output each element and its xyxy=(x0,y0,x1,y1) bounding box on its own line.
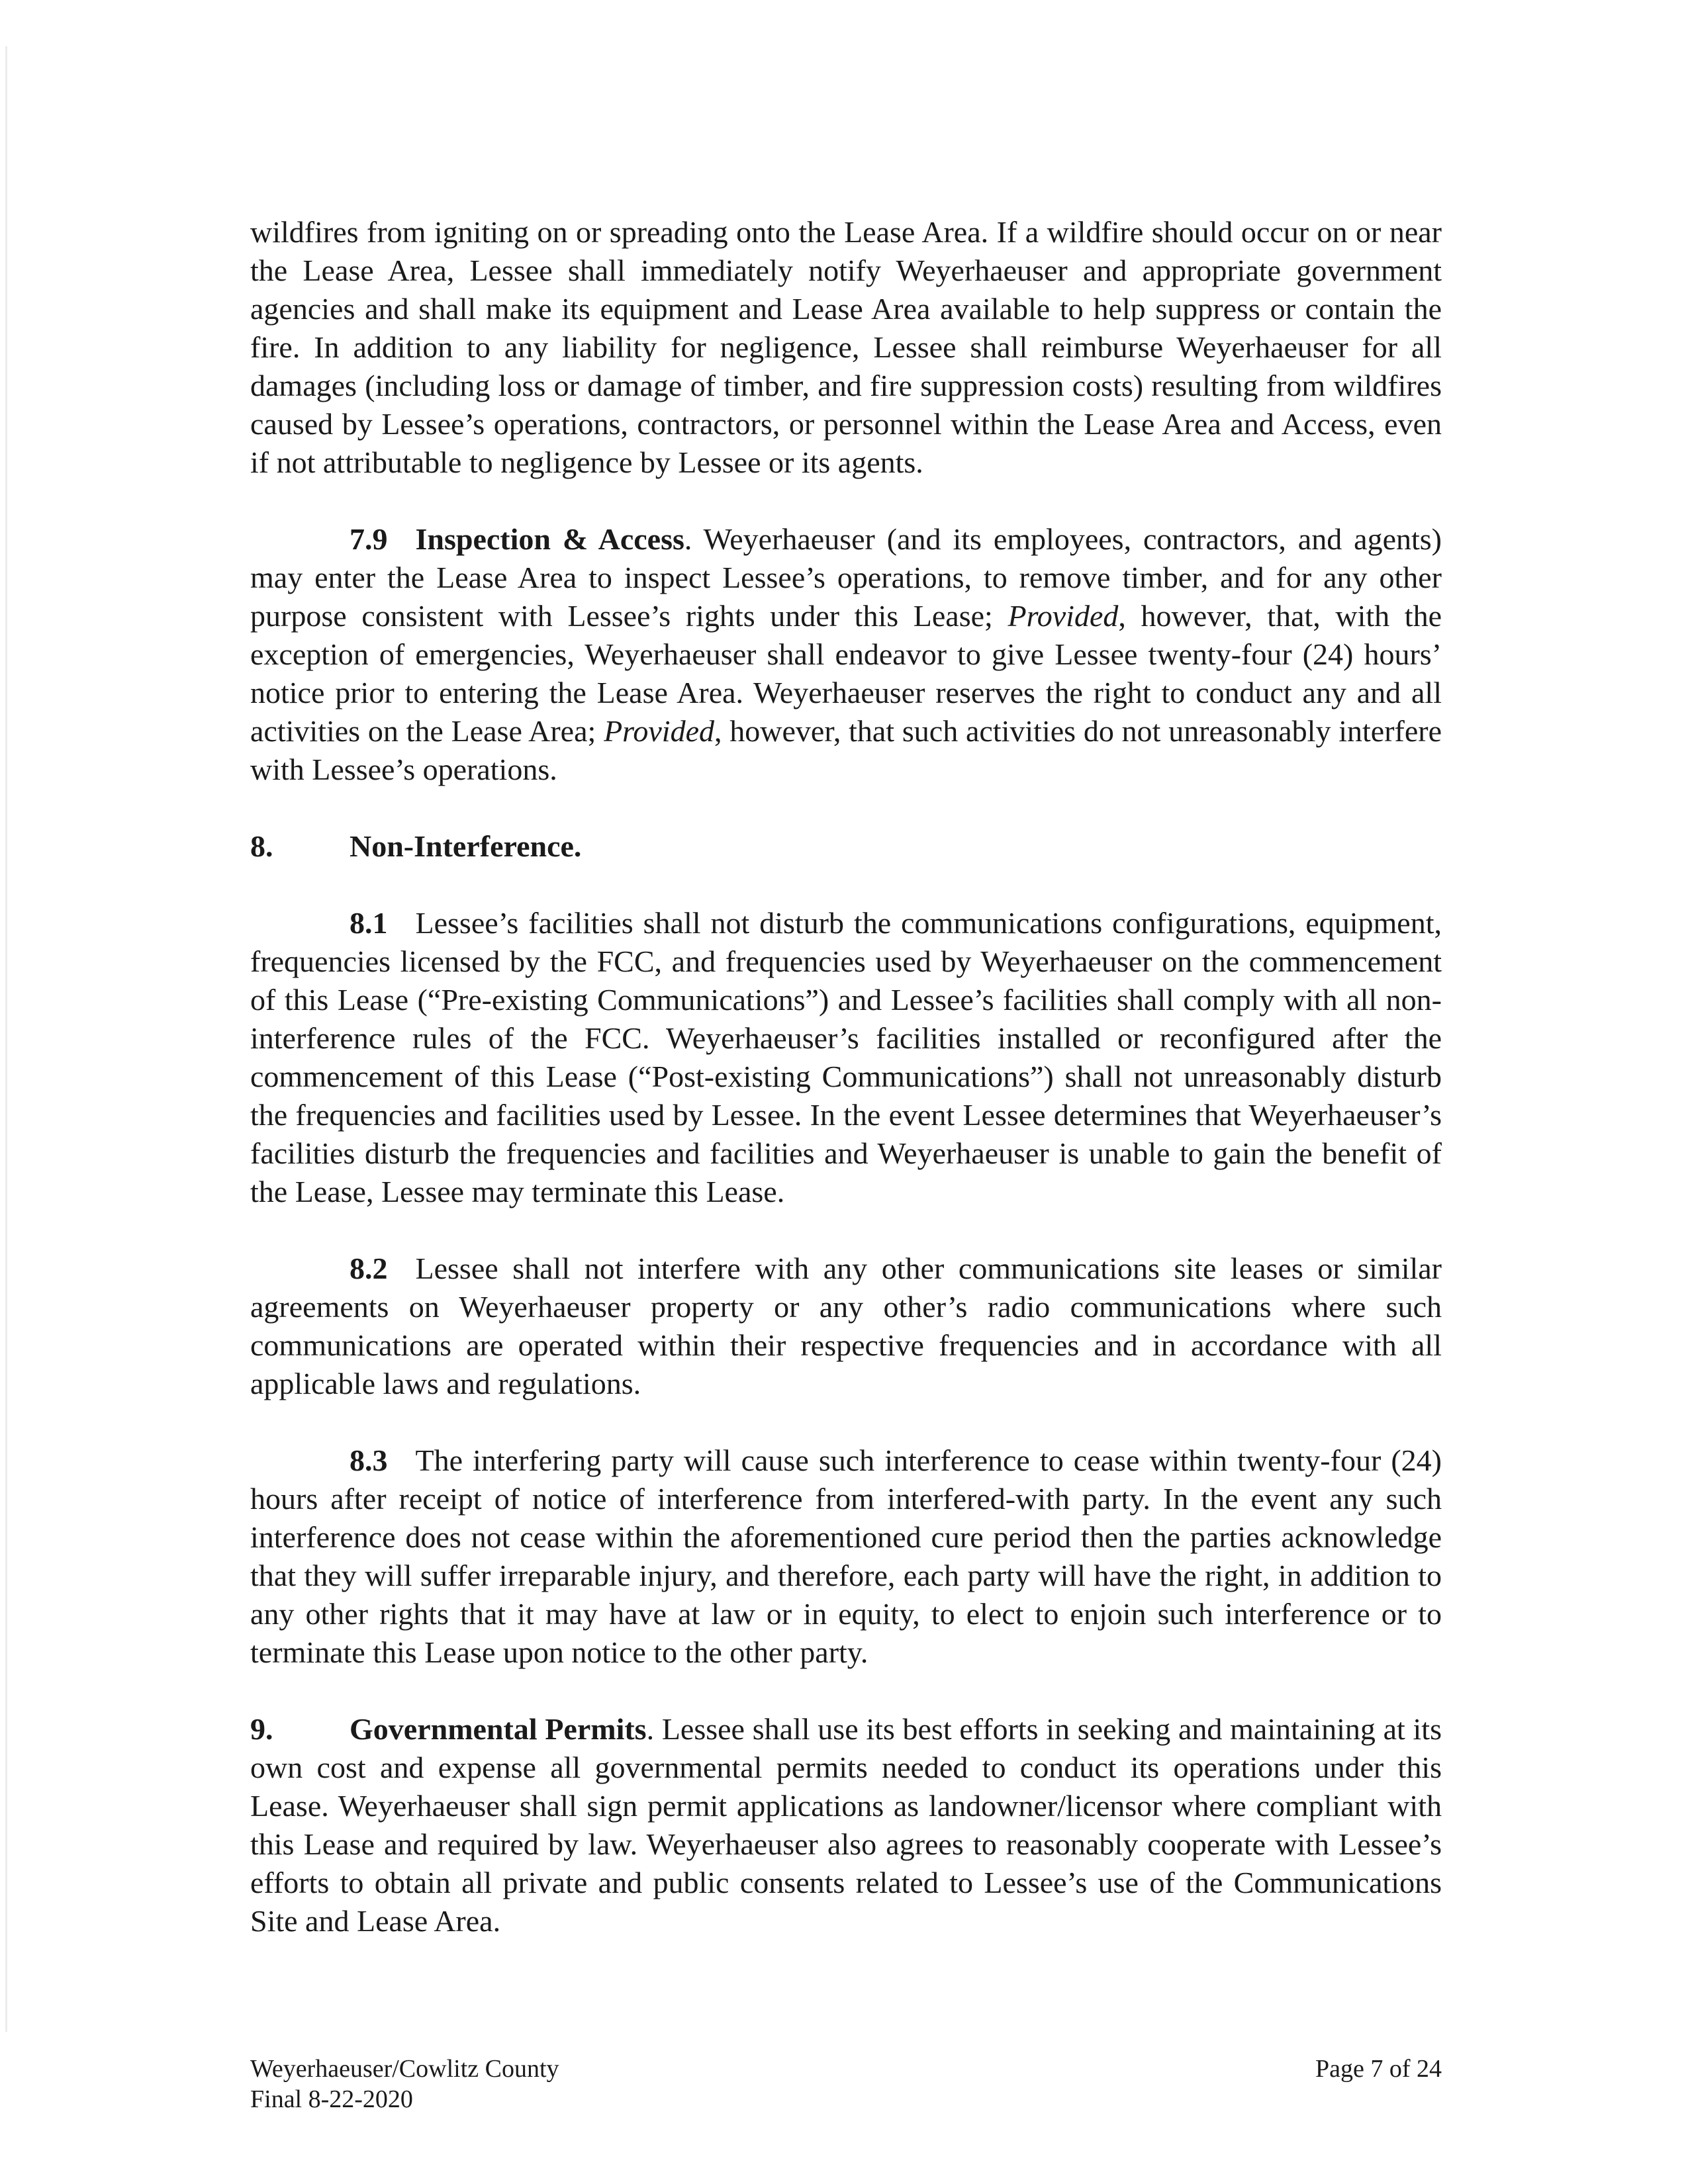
section-text: . Lessee shall use its best efforts in seeking and maintaining at its own cost and expense all governmental permits needed to conduct its operations under this Lease. Weyerhaeuser shall sign permit applications as landowner/licensor where compliant with this Lease and required by law. Weyerhaeuser also agrees to reasonably cooperate with Lessee’s efforts to obtain all private and public consents related to Lessee’s use of the Communications Site and Lease Area. xyxy=(250,1712,1442,1938)
document-body xyxy=(250,213,1442,1940)
section-7-9 xyxy=(250,520,1442,789)
section-8-1 xyxy=(250,904,1442,1211)
section-text: Lessee’s facilities shall not disturb the communications configurations, equipment, frequencies licensed by the FCC, and frequencies used by Weyerhaeuser on the commencement of this Lease (“Pre-existing Communications”) and Lessee’s facilities shall comply with all non-interference rules of the FCC. Weyerhaeuser’s facilities installed or reconfigured after the commencement of this Lease (“Post-existing Communications”) shall not unreasonably disturb the frequencies and facilities used by Lessee. In the event Lessee determines that Weyerhaeuser’s facilities disturb the frequencies and facilities and Weyerhaeuser is unable to gain the benefit of the Lease, Lessee may terminate this Lease. xyxy=(250,906,1442,1208)
footer-page-number: Page 7 of 24 xyxy=(1315,2055,1442,2083)
section-title: Non-Interference. xyxy=(350,829,582,863)
section-text: , however, that such activities do not unreasonably interfere with Lessee’s operations. xyxy=(250,714,1442,786)
footer-left xyxy=(250,2054,559,2115)
section-9 xyxy=(250,1710,1442,1940)
provided-term: Provided xyxy=(1008,599,1119,633)
section-text: . Weyerhaeuser (and its employees, contractors, and agents) may enter the Lease Area to inspect Lessee’s operations, to remove timber, and for any other purpose consistent with Lessee’s rights under this Lease; xyxy=(250,522,1442,633)
page-scan-edge xyxy=(5,46,7,2032)
section-number: 8.3 xyxy=(350,1443,388,1477)
provided-term: Provided xyxy=(604,714,714,748)
section-text: The interfering party will cause such interference to cease within twenty-four (24) hours after receipt of notice of interference from interfered-with party. In the event any such interference does not cease within the aforementioned cure period then the parties acknowledge that they will suffer irreparable injury, and therefore, each party will have the right, in addition to any other rights that it may have at law or in equity, to elect to enjoin such interference or to terminate this Lease upon notice to the other party. xyxy=(250,1443,1442,1669)
section-number: 8.2 xyxy=(350,1251,388,1285)
section-text: , however, that, with the exception of emergencies, Weyerhaeuser shall endeavor to give Lessee twenty-four (24) hours’ notice prior to entering the Lease Area. Weyerhaeuser reserves the right to conduct any and all activities on the Lease Area; xyxy=(250,599,1442,748)
section-number: 9. xyxy=(250,1712,273,1746)
paragraph-wildfire: wildfires from igniting on or spreading onto the Lease Area. If a wildfire should occur on or near the Lease Area, Lessee shall immediately notify Weyerhaeuser and appropriate government agencies and shall make its equipment and Lease Area available to help suppress or contain the fire. In addition to any liability for negligence, Lessee shall reimburse Weyerhaeuser for all damages (including loss or damage of timber, and fire suppression costs) resulting from wildfires caused by Lessee’s operations, contractors, or personnel within the Lease Area and Access, even if not attributable to negligence by Lessee or its agents. xyxy=(250,215,1442,479)
section-8-3 xyxy=(250,1441,1442,1672)
section-8-heading xyxy=(250,827,1442,866)
footer-version: Final 8-22-2020 xyxy=(250,2085,413,2113)
section-text: Lessee shall not interfere with any other communications site leases or similar agreements on Weyerhaeuser property or any other’s radio communications where such communications are operated within their respective frequencies and in accordance with all applicable laws and regulations. xyxy=(250,1251,1442,1400)
footer-doc-name: Weyerhaeuser/Cowlitz County xyxy=(250,2055,559,2083)
section-number: 8. xyxy=(250,829,273,863)
section-number: 8.1 xyxy=(350,906,388,940)
section-title: Inspection & Access xyxy=(415,522,684,556)
section-title: Governmental Permits xyxy=(350,1712,647,1746)
section-8-2 xyxy=(250,1250,1442,1403)
section-number: 7.9 xyxy=(350,522,388,556)
